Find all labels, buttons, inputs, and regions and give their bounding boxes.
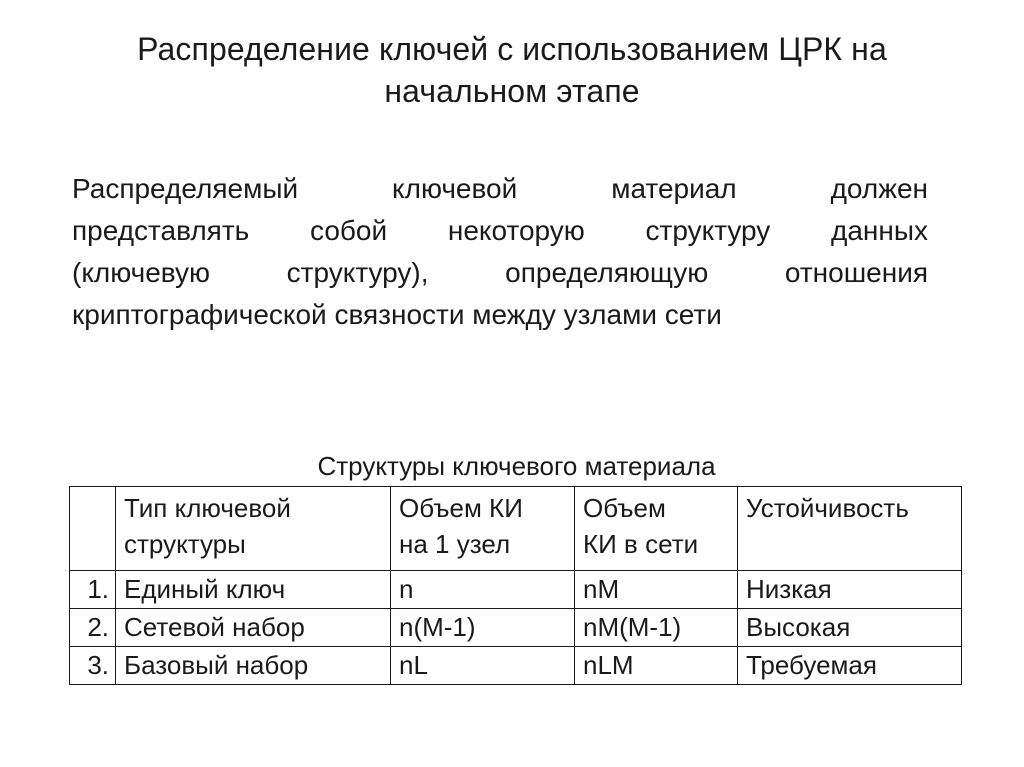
body-line-3: (ключевую структуру), определяющую отношения xyxy=(72,257,928,288)
header-node-volume-line-2: на 1 узел xyxy=(399,529,511,559)
row-node-volume: n(M-1) xyxy=(391,609,575,647)
row-stability: Низкая xyxy=(738,571,962,609)
header-node-volume xyxy=(391,487,575,571)
row-num: 1. xyxy=(70,571,116,609)
body-line-4: криптографической связности между узлами сети xyxy=(72,299,722,330)
body-paragraph xyxy=(72,168,928,336)
slide-title-line-2: начальном этапе xyxy=(384,73,640,109)
row-type: Базовый набор xyxy=(116,647,391,685)
row-node-volume: n xyxy=(391,571,575,609)
header-stability xyxy=(738,487,962,571)
header-type-line-2: структуры xyxy=(124,529,246,559)
key-material-table xyxy=(69,486,962,685)
table-caption: Структуры ключевого материала xyxy=(317,451,716,481)
header-stability-line-1: Устойчивость xyxy=(746,493,909,523)
table-row xyxy=(70,571,962,609)
header-net-volume-line-1: Объем xyxy=(583,493,666,523)
row-stability: Высокая xyxy=(738,609,962,647)
row-net-volume: nM xyxy=(575,571,738,609)
body-line-1: Распределяемый ключевой материал должен xyxy=(72,173,928,204)
header-type xyxy=(116,487,391,571)
row-stability: Требуемая xyxy=(738,647,962,685)
row-num: 3. xyxy=(70,647,116,685)
header-net-volume xyxy=(575,487,738,571)
header-num xyxy=(70,487,116,571)
row-num: 2. xyxy=(70,609,116,647)
row-net-volume: nLM xyxy=(575,647,738,685)
table-row xyxy=(70,647,962,685)
header-type-line-1: Тип ключевой xyxy=(124,493,291,523)
row-type: Единый ключ xyxy=(116,571,391,609)
row-node-volume: nL xyxy=(391,647,575,685)
table-row xyxy=(70,609,962,647)
slide-title-line-1: Распределение ключей с использованием ЦРК на xyxy=(137,31,887,67)
header-net-volume-line-2: КИ в сети xyxy=(583,529,699,559)
slide-title xyxy=(60,28,964,112)
row-type: Сетевой набор xyxy=(116,609,391,647)
table-header-row xyxy=(70,487,962,571)
body-line-2: представлять собой некоторую структуру данных xyxy=(72,215,928,246)
header-node-volume-line-1: Объем КИ xyxy=(399,493,523,523)
row-net-volume: nM(M-1) xyxy=(575,609,738,647)
